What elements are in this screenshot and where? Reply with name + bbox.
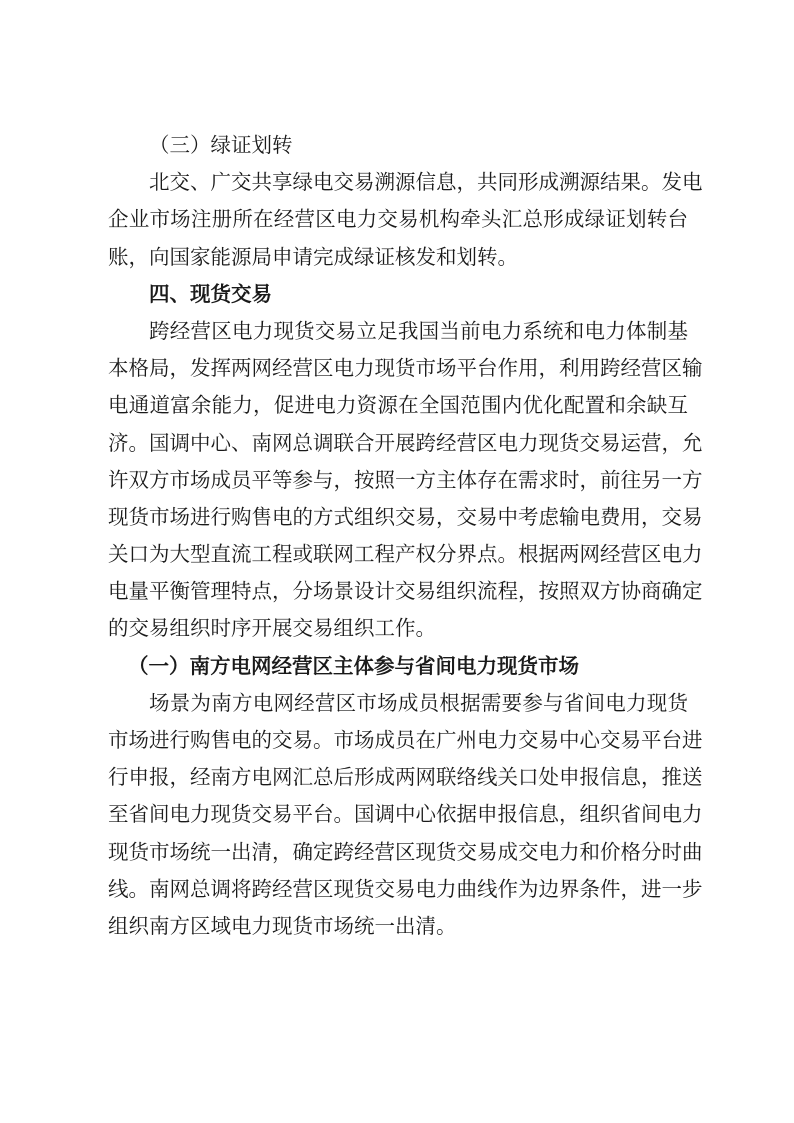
paragraph-line: 的交易组织时序开展交易组织工作。 <box>108 616 436 641</box>
paragraph-spot-trading <box>108 313 703 648</box>
subsection-heading-southern-grid-participation: （一）南方电网经营区主体参与省间电力现货市场 <box>128 653 579 678</box>
paragraph-line: 市场进行购售电的交易。市场成员在广州电力交易中心交易平台进 <box>108 728 703 752</box>
paragraph-line: 企业市场注册所在经营区电力交易机构牵头汇总形成绿证划转台 <box>108 207 688 232</box>
paragraph-line: 行申报，经南方电网汇总后形成两网联络线关口处申报信息，推送 <box>108 765 703 790</box>
paragraph-line: 济。国调中心、南网总调联合开展跨经营区电力现货交易运营，允 <box>108 430 703 455</box>
paragraph-line: 跨经营区电力现货交易立足我国当前电力系统和电力体制基 <box>149 318 688 343</box>
paragraph-line: 许双方市场成员平等参与，按照一方主体存在需求时，前往另一方 <box>108 467 703 492</box>
paragraph-line: 北交、广交共享绿电交易溯源信息，共同形成溯源结果。发电 <box>149 170 703 195</box>
paragraph-line: 电量平衡管理特点，分场景设计交易组织流程，按照双方协商确定 <box>108 579 703 604</box>
paragraph-line: 至省间电力现货交易平台。国调中心依据申报信息，组织省间电力 <box>108 802 703 827</box>
paragraph-line: 关口为大型直流工程或联网工程产权分界点。根据两网经营区电力 <box>108 542 703 567</box>
paragraph-line: 线。南网总调将跨经营区现货交易电力曲线作为边界条件，进一步 <box>108 876 703 901</box>
paragraph-line: 组织南方区域电力现货市场统一出清。 <box>108 913 457 938</box>
paragraph-line: 电通道富余能力，促进电力资源在全国范围内优化配置和余缺互 <box>108 393 688 418</box>
paragraph-green-certificate-transfer <box>108 164 703 276</box>
paragraph-line: 现货市场进行购售电的方式组织交易，交易中考虑输电费用，交易 <box>108 504 703 529</box>
paragraph-line: 账，向国家能源局申请完成绿证核发和划转。 <box>108 244 518 269</box>
section-heading-spot-trading: 四、现货交易 <box>149 281 272 306</box>
subsection-heading-green-certificate-transfer: （三）绿证划转 <box>149 133 293 157</box>
paragraph-line: 本格局，发挥两网经营区电力现货市场平台作用，利用跨经营区输 <box>108 356 703 381</box>
paragraph-southern-grid-participation <box>108 685 703 945</box>
paragraph-line: 场景为南方电网经营区市场成员根据需要参与省间电力现货 <box>149 690 688 715</box>
paragraph-line: 现货市场统一出清，确定跨经营区现货交易成交电力和价格分时曲 <box>108 839 703 864</box>
document-page <box>108 127 703 945</box>
